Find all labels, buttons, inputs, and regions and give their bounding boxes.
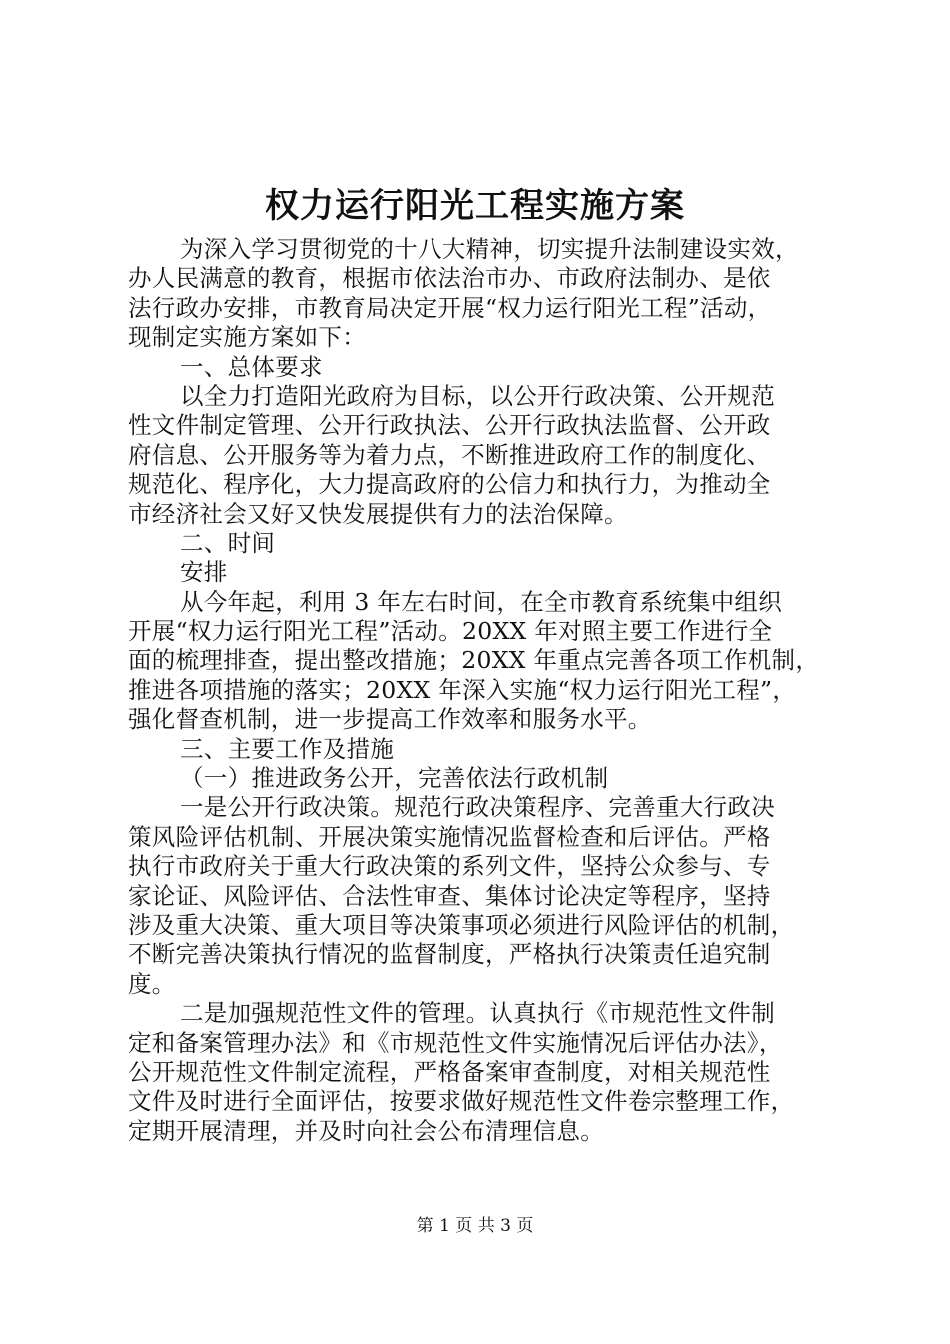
paragraph-line: 推进各项措施的落实；20XX 年深入实施“权力运行阳光工程”，: [128, 675, 797, 704]
paragraph-line: 面的梳理排查，提出整改措施；20XX 年重点完善各项工作机制，: [128, 646, 820, 675]
paragraph-line: 强化督查机制，进一步提高工作效率和服务水平。: [128, 705, 652, 734]
paragraph-line: 不断完善决策执行情况的监督制度，严格执行决策责任追究制: [128, 940, 771, 969]
paragraph-line: 度。: [128, 969, 176, 998]
paragraph-line: 策风险评估机制、开展决策实施情况监督检查和后评估。严格: [128, 822, 771, 851]
paragraph-line: 涉及重大决策、重大项目等决策事项必须进行风险评估的机制，: [128, 910, 795, 939]
paragraph-line: 文件及时进行全面评估，按要求做好规范性文件卷宗整理工作，: [128, 1087, 795, 1116]
paragraph-line: 一是公开行政决策。规范行政决策程序、完善重大行政决: [180, 793, 775, 822]
subsection-heading: （一）推进政务公开，完善依法行政机制: [180, 764, 609, 793]
paragraph-line: 公开规范性文件制定流程，严格备案审查制度，对相关规范性: [128, 1057, 771, 1086]
paragraph-line: 办人民满意的教育，根据市依法治市办、市政府法制办、是依: [128, 264, 771, 293]
section-heading: 二、时间: [180, 528, 276, 557]
paragraph-line: 法行政办安排，市教育局决定开展“权力运行阳光工程”活动，: [128, 293, 772, 322]
section-heading: 一、总体要求: [180, 352, 323, 381]
page-footer: 第 1 页 共 3 页: [416, 1216, 534, 1236]
paragraph-line: 执行市政府关于重大行政决策的系列文件，坚持公众参与、专: [128, 852, 771, 881]
paragraph-line: 二是加强规范性文件的管理。认真执行《市规范性文件制: [180, 999, 775, 1028]
section-heading: 三、主要工作及措施: [180, 734, 395, 763]
document-title: 权力运行阳光工程实施方案: [265, 186, 685, 226]
paragraph-line: 开展“权力运行阳光工程”活动。20XX 年对照主要工作进行全: [128, 617, 773, 646]
paragraph-line: 现制定实施方案如下：: [128, 323, 366, 352]
paragraph-line: 性文件制定管理、公开行政执法、公开行政执法监督、公开政: [128, 411, 771, 440]
paragraph-line: 从今年起，利用 3 年左右时间，在全市教育系统集中组织: [180, 587, 782, 616]
paragraph-line: 定和备案管理办法》和《市规范性文件实施情况后评估办法》，: [128, 1028, 783, 1057]
section-heading: 安排: [180, 558, 228, 587]
paragraph-line: 为深入学习贯彻党的十八大精神，切实提升法制建设实效，: [180, 235, 799, 263]
paragraph-line: 府信息、公开服务等为着力点，不断推进政府工作的制度化、: [128, 440, 771, 469]
paragraph-line: 家论证、风险评估、合法性审查、集体讨论决定等程序，坚持: [128, 881, 771, 910]
document-body: [128, 235, 828, 1146]
paragraph-line: 规范化、程序化，大力提高政府的公信力和执行力，为推动全: [128, 470, 771, 499]
paragraph-line: 以全力打造阳光政府为目标，以公开行政决策、公开规范: [180, 381, 775, 410]
paragraph-line: 定期开展清理，并及时向社会公布清理信息。: [128, 1116, 604, 1145]
paragraph-line: 市经济社会又好又快发展提供有力的法治保障。: [128, 499, 628, 528]
